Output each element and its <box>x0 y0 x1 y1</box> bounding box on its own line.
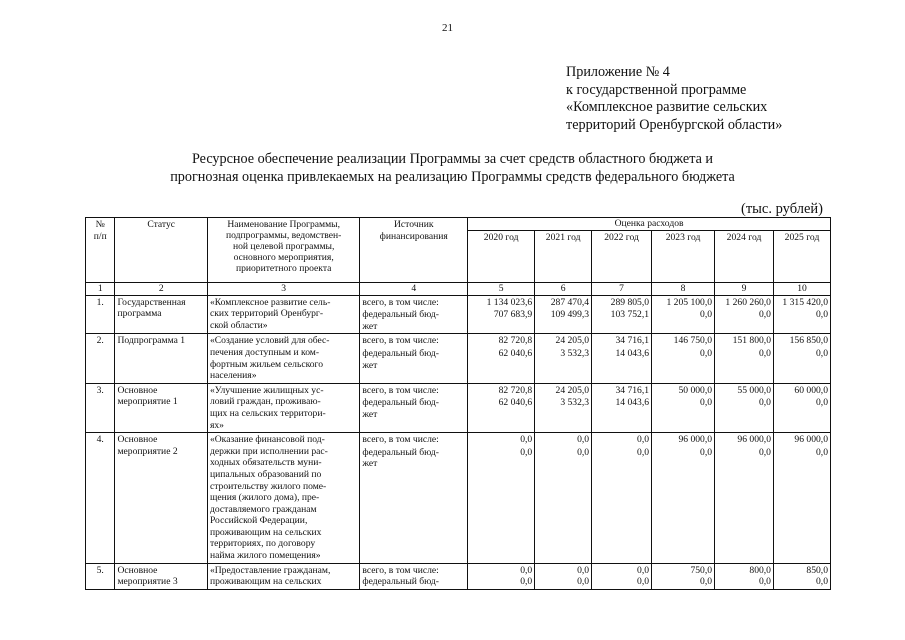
row-source: всего, в том числе: федеральный бюд- <box>360 563 468 589</box>
header-source: Источник финансирования <box>360 218 468 283</box>
header-row <box>86 218 831 231</box>
table-row <box>86 563 831 589</box>
document-title <box>0 150 905 186</box>
year-cell: 151 800,0 0,0 <box>715 334 774 383</box>
column-number: 6 <box>535 282 592 295</box>
table-row <box>86 383 831 432</box>
row-name: «Предоставление гражданам, проживающим на сельских <box>207 563 359 589</box>
column-number: 10 <box>773 282 830 295</box>
title-line: Ресурсное обеспечение реализации Программы за счет средств областного бюджета и <box>191 151 714 167</box>
year-cell: 146 750,0 0,0 <box>652 334 715 383</box>
year-cell: 850,0 0,0 <box>773 563 830 589</box>
row-status: Основное мероприятие 1 <box>115 383 207 432</box>
year-cell: 0,0 0,0 <box>535 433 592 564</box>
appendix-line: к государственной программе <box>566 81 747 98</box>
year-cell: 1 315 420,0 0,0 <box>773 295 830 334</box>
header-year: 2024 год <box>715 230 774 282</box>
row-status: Подпрограмма 1 <box>115 334 207 383</box>
header-num: № п/п <box>86 218 115 283</box>
year-cell: 1 260 260,0 0,0 <box>715 295 774 334</box>
title-line: прогнозная оценка привлекаемых на реализацию Программы средств федерального бюджета <box>170 169 735 185</box>
column-number: 4 <box>360 282 468 295</box>
year-cell: 34 716,1 14 043,6 <box>592 383 652 432</box>
year-cell: 96 000,0 0,0 <box>715 433 774 564</box>
row-source: всего, в том числе: федеральный бюд- жет <box>360 334 468 383</box>
year-cell: 82 720,8 62 040,6 <box>468 383 535 432</box>
year-cell: 156 850,0 0,0 <box>773 334 830 383</box>
appendix-heading <box>566 64 782 134</box>
year-cell: 24 205,0 3 532,3 <box>535 334 592 383</box>
appendix-line: Приложение № 4 <box>566 64 670 80</box>
row-number: 3. <box>86 383 115 432</box>
header-year: 2023 год <box>652 230 715 282</box>
appendix-line: территорий Оренбургской области» <box>566 116 783 133</box>
resource-table <box>85 217 831 590</box>
header-estimate: Оценка расходов <box>468 218 831 231</box>
year-cell: 96 000,0 0,0 <box>652 433 715 564</box>
column-number: 1 <box>86 282 115 295</box>
table-row <box>86 433 831 564</box>
row-number: 2. <box>86 334 115 383</box>
row-number: 5. <box>86 563 115 589</box>
year-cell: 50 000,0 0,0 <box>652 383 715 432</box>
header-name: Наименование Программы, подпрограммы, ведомствен- ной целевой программы, основного мероприятия, приоритетного проекта <box>207 218 359 283</box>
year-cell: 82 720,8 62 040,6 <box>468 334 535 383</box>
row-source: всего, в том числе: федеральный бюд- жет <box>360 295 468 334</box>
year-cell: 0,0 0,0 <box>468 433 535 564</box>
year-cell: 60 000,0 0,0 <box>773 383 830 432</box>
row-status: Основное мероприятие 3 <box>115 563 207 589</box>
row-status: Основное мероприятие 2 <box>115 433 207 564</box>
table-row <box>86 295 831 334</box>
table-row <box>86 334 831 383</box>
year-cell: 34 716,1 14 043,6 <box>592 334 652 383</box>
page-number: 21 <box>442 22 453 34</box>
year-cell: 55 000,0 0,0 <box>715 383 774 432</box>
row-number: 1. <box>86 295 115 334</box>
units-label: (тыс. рублей) <box>741 201 823 217</box>
column-number: 2 <box>115 282 207 295</box>
year-cell: 0,0 0,0 <box>592 433 652 564</box>
year-cell: 750,0 0,0 <box>652 563 715 589</box>
column-number: 3 <box>207 282 359 295</box>
year-cell: 800,0 0,0 <box>715 563 774 589</box>
year-cell: 24 205,0 3 532,3 <box>535 383 592 432</box>
year-cell: 1 205 100,0 0,0 <box>652 295 715 334</box>
column-number-row <box>86 282 831 295</box>
column-number: 5 <box>468 282 535 295</box>
row-source: всего, в том числе: федеральный бюд- жет <box>360 433 468 564</box>
row-status: Государственная программа <box>115 295 207 334</box>
row-source: всего, в том числе: федеральный бюд- жет <box>360 383 468 432</box>
year-cell: 1 134 023,6 707 683,9 <box>468 295 535 334</box>
year-cell: 0,0 0,0 <box>535 563 592 589</box>
row-number: 4. <box>86 433 115 564</box>
header-year: 2025 год <box>773 230 830 282</box>
year-cell: 0,0 0,0 <box>592 563 652 589</box>
row-name: «Создание условий для обес- печения доступным и ком- фортным жильем сельского населения» <box>207 334 359 383</box>
header-year: 2022 год <box>592 230 652 282</box>
year-cell: 96 000,0 0,0 <box>773 433 830 564</box>
row-name: «Комплексное развитие сель- ских территорий Оренбург- ской области» <box>207 295 359 334</box>
row-name: «Оказание финансовой под- держки при исполнении рас- ходных обязательств муни- ципальных образований по строительству жилого поме- щения (жилого дома), пре- доставляемого гражданам Российской Федерации, проживающим на сельских территориях, по договору найма жилого помещения» <box>207 433 359 564</box>
column-number: 8 <box>652 282 715 295</box>
header-year: 2021 год <box>535 230 592 282</box>
header-status: Статус <box>115 218 207 283</box>
year-cell: 289 805,0 103 752,1 <box>592 295 652 334</box>
column-number: 7 <box>592 282 652 295</box>
header-year: 2020 год <box>468 230 535 282</box>
year-cell: 0,0 0,0 <box>468 563 535 589</box>
year-cell: 287 470,4 109 499,3 <box>535 295 592 334</box>
column-number: 9 <box>715 282 774 295</box>
row-name: «Улучшение жилищных ус- ловий граждан, проживаю- щих на сельских территори- ях» <box>207 383 359 432</box>
appendix-line: «Комплексное развитие сельских <box>566 99 768 115</box>
